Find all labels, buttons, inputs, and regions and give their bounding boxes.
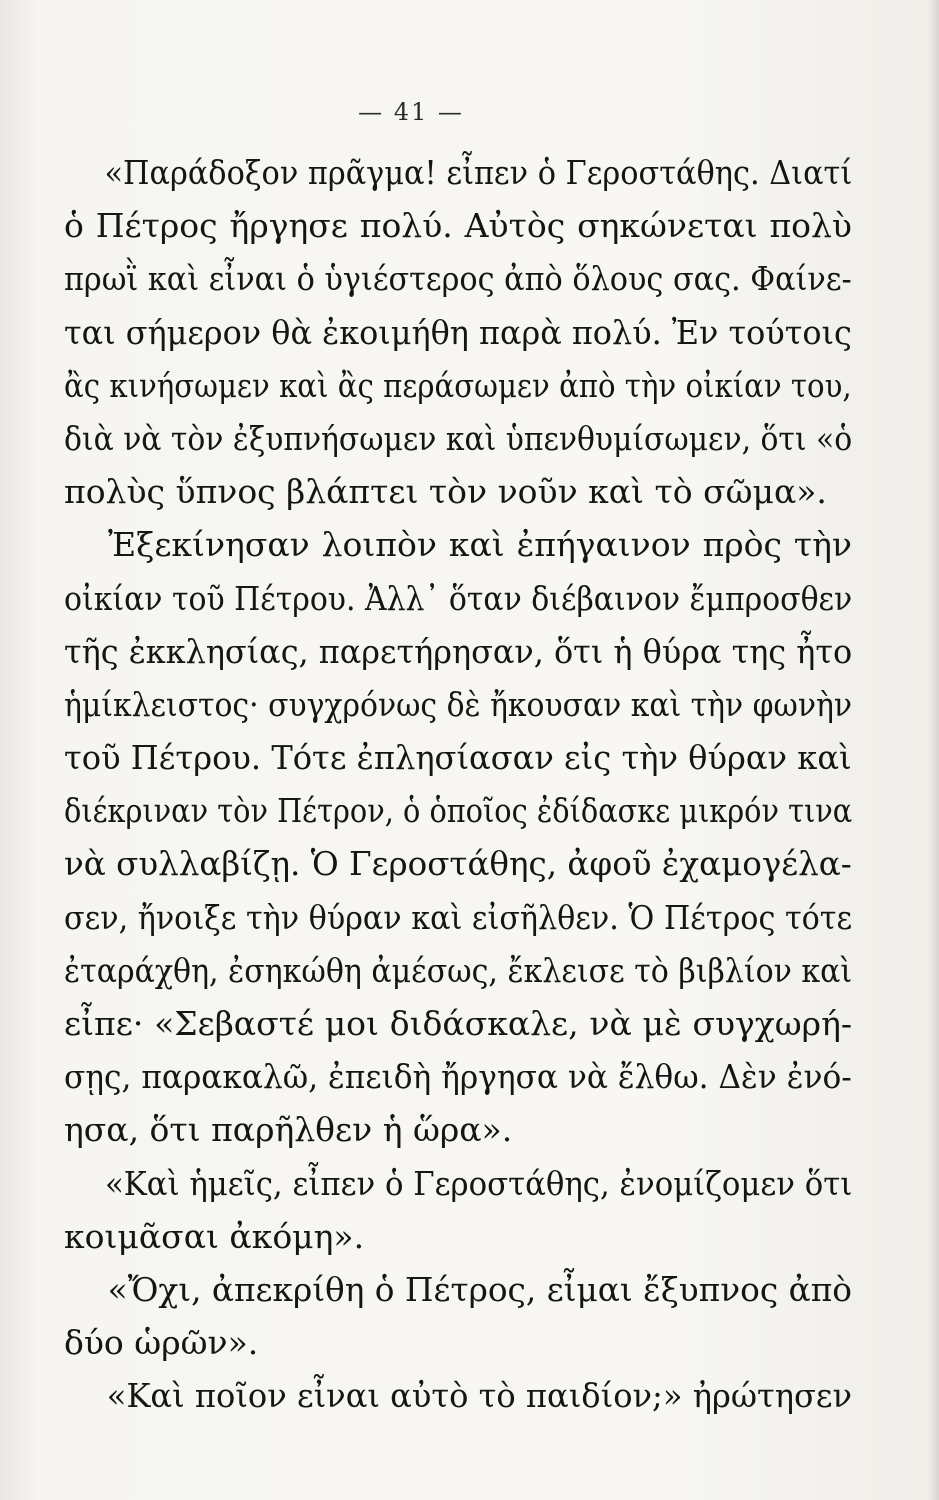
- text-line: πολὺς ὕπνος βλάπτει τὸν νοῦν καὶ τὸ σῶμα».: [64, 472, 827, 512]
- text-line: ὁ Πέτρος ἤργησε πολύ. Αὐτὸς σηκώνεται πολὺ: [64, 206, 852, 246]
- page-number: — 41 —: [358, 98, 464, 126]
- text-line: διέκριναν τὸν Πέτρον, ὁ ὁποῖος ἐδίδασκε μικρόν τινα: [64, 791, 853, 831]
- text-line: τοῦ Πέτρου. Τότε ἐπλησίασαν εἰς τὴν θύραν καὶ: [64, 738, 852, 778]
- text-line: Ἐξεκίνησαν λοιπὸν καὶ ἐπήγαινον πρὸς τὴν: [108, 525, 852, 565]
- text-line: «Παράδοξον πρᾶγμα! εἶπεν ὁ Γεροστάθης. Διατί: [104, 153, 853, 192]
- text-line: σεν, ἤνοιξε τὴν θύραν καὶ εἰσῆλθεν. Ὁ Πέτρος τότε: [64, 897, 853, 937]
- text-line: διὰ νὰ τὸν ἐξυπνήσωμεν καὶ ὑπενθυμίσωμεν, ὅτι «ὁ: [64, 418, 853, 458]
- text-line: νὰ συλλαβίζῃ. Ὁ Γεροστάθης, ἀφοῦ ἐχαμογέλα-: [64, 844, 852, 884]
- text-line: «Καὶ ἡμεῖς, εἶπεν ὁ Γεροστάθης, ἐνομίζομεν ὅτι: [104, 1163, 853, 1203]
- text-line: τῆς ἐκκλησίας, παρετήρησαν, ὅτι ἡ θύρα της ἦτο: [64, 631, 853, 671]
- text-line: ησα, ὅτι παρῆλθεν ἡ ὥρα».: [64, 1110, 513, 1150]
- text-line: σῃς, παρακαλῶ, ἐπειδὴ ἤργησα νὰ ἔλθω. Δὲν ἐνό-: [64, 1057, 852, 1097]
- text-line: «Καὶ ποῖον εἶναι αὐτὸ τὸ παιδίον;» ἠρώτησεν: [106, 1376, 853, 1416]
- text-line: πρωῒ καὶ εἶναι ὁ ὑγιέστερος ἀπὸ ὅλους σας. Φαίνε-: [64, 259, 852, 299]
- text-line: «Ὄχι, ἀπεκρίθη ὁ Πέτρος, εἶμαι ἔξυπνος ἀπὸ: [107, 1269, 852, 1309]
- text-line: οἰκίαν τοῦ Πέτρου. Ἀλλ᾿ ὅταν διέβαινον ἔμπροσθεν: [64, 578, 853, 618]
- text-line: ἐταράχθη, ἐσηκώθη ἀμέσως, ἔκλεισε τὸ βιβλίον καὶ: [64, 950, 853, 990]
- text-line: δύο ὡρῶν».: [64, 1323, 259, 1363]
- text-line: ἡμίκλειστος· συγχρόνως δὲ ἤκουσαν καὶ τὴν φωνὴν: [64, 684, 852, 724]
- text-line: ἂς κινήσωμεν καὶ ἂς περάσωμεν ἀπὸ τὴν οἰκίαν του,: [64, 365, 852, 405]
- text-line: κοιμᾶσαι ἀκόμη».: [64, 1216, 365, 1256]
- text-line: εἶπε· «Σεβαστέ μοι διδάσκαλε, νὰ μὲ συγχωρή-: [64, 1004, 852, 1043]
- body-text: [64, 146, 852, 1423]
- text-line: ται σήμερον θὰ ἐκοιμήθη παρὰ πολύ. Ἐν τούτοις: [64, 312, 852, 352]
- page-spine-shadow: [929, 0, 939, 1500]
